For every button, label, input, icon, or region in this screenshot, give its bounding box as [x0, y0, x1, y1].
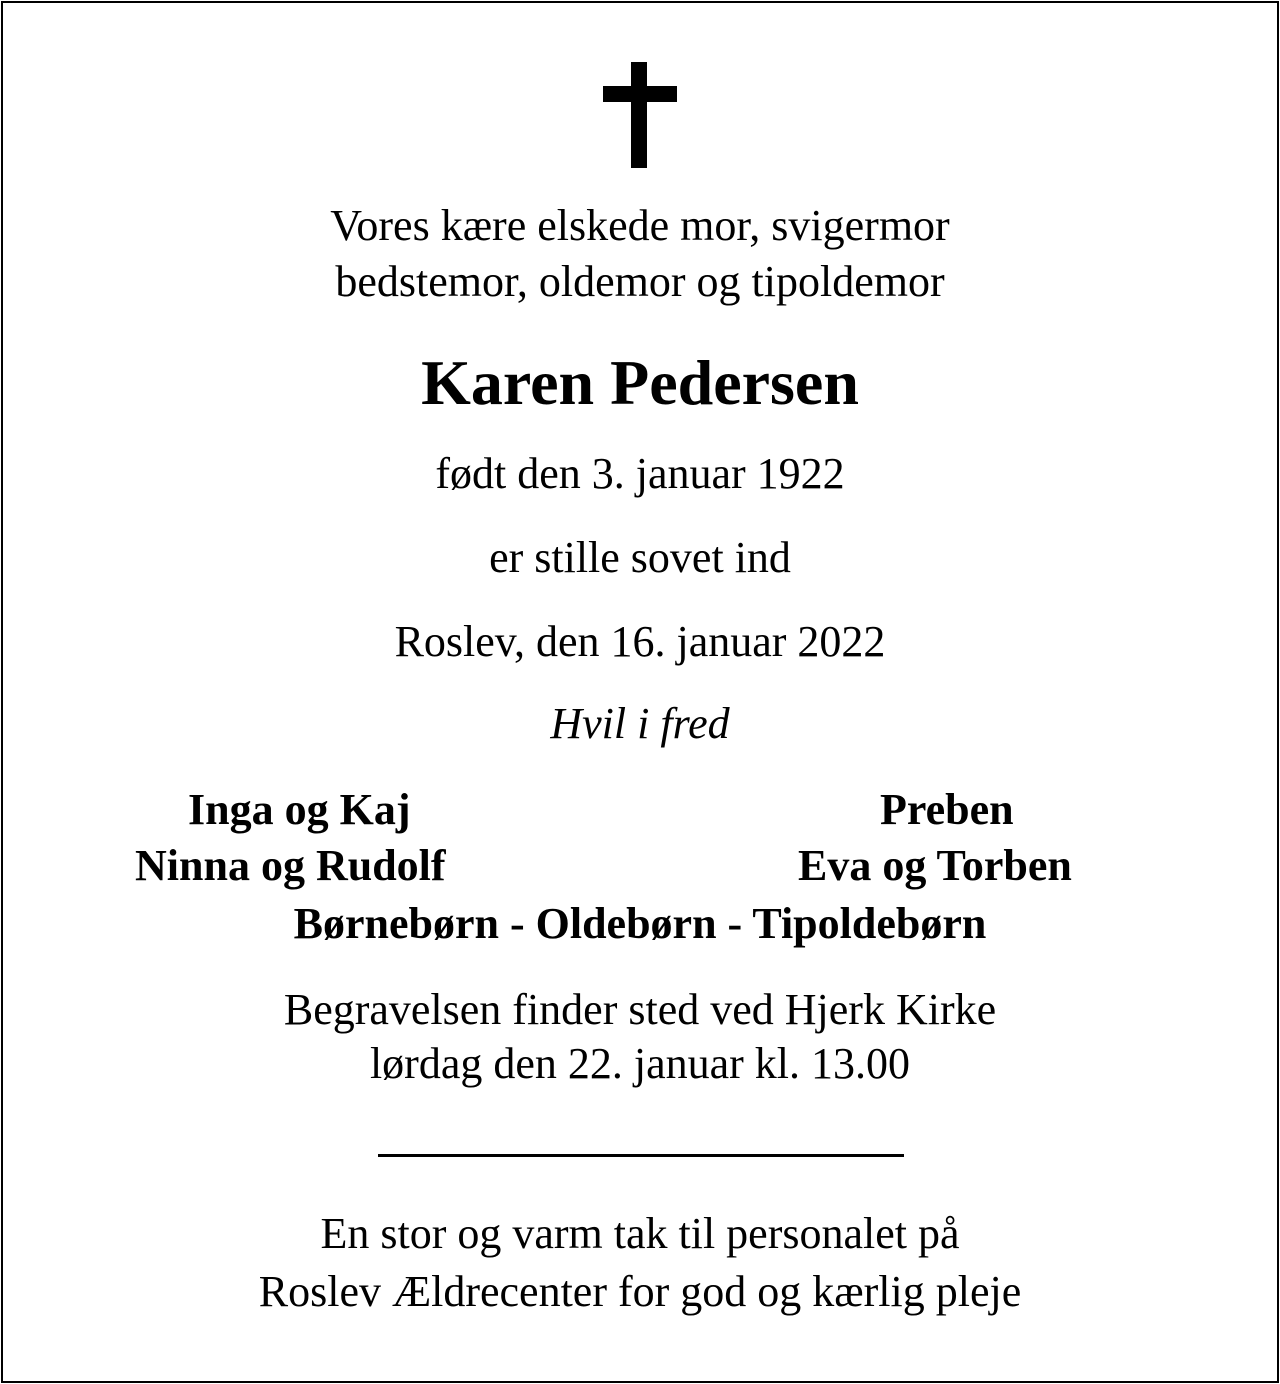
family-left-2: Ninna og Rudolf — [135, 841, 446, 890]
deceased-name: Karen Pedersen — [421, 347, 859, 418]
intro-line-1: Vores kære elskede mor, svigermor — [330, 201, 950, 250]
thanks-line-1: En stor og varm tak til personalet på — [320, 1209, 960, 1258]
rip-text: Hvil i fred — [550, 699, 730, 748]
family-right-2: Eva og Torben — [798, 841, 1072, 890]
passed-text: er stille sovet ind — [489, 533, 791, 582]
funeral-line-1: Begravelsen finder sted ved Hjerk Kirke — [283, 985, 997, 1034]
family-left-1: Inga og Kaj — [188, 785, 411, 834]
cross-icon — [603, 62, 677, 168]
divider — [378, 1154, 904, 1157]
birth-date: født den 3. januar 1922 — [435, 449, 845, 498]
thanks-line-2: Roslev Ældrecenter for god og kærlig pleje — [258, 1267, 1022, 1316]
family-descendants: Børnebørn - Oldebørn - Tipoldebørn — [293, 899, 987, 948]
funeral-line-2: lørdag den 22. januar kl. 13.00 — [369, 1039, 911, 1088]
place-date: Roslev, den 16. januar 2022 — [394, 617, 886, 666]
family-right-1: Preben — [880, 785, 1014, 834]
intro-line-2: bedstemor, oldemor og tipoldemor — [335, 257, 945, 306]
